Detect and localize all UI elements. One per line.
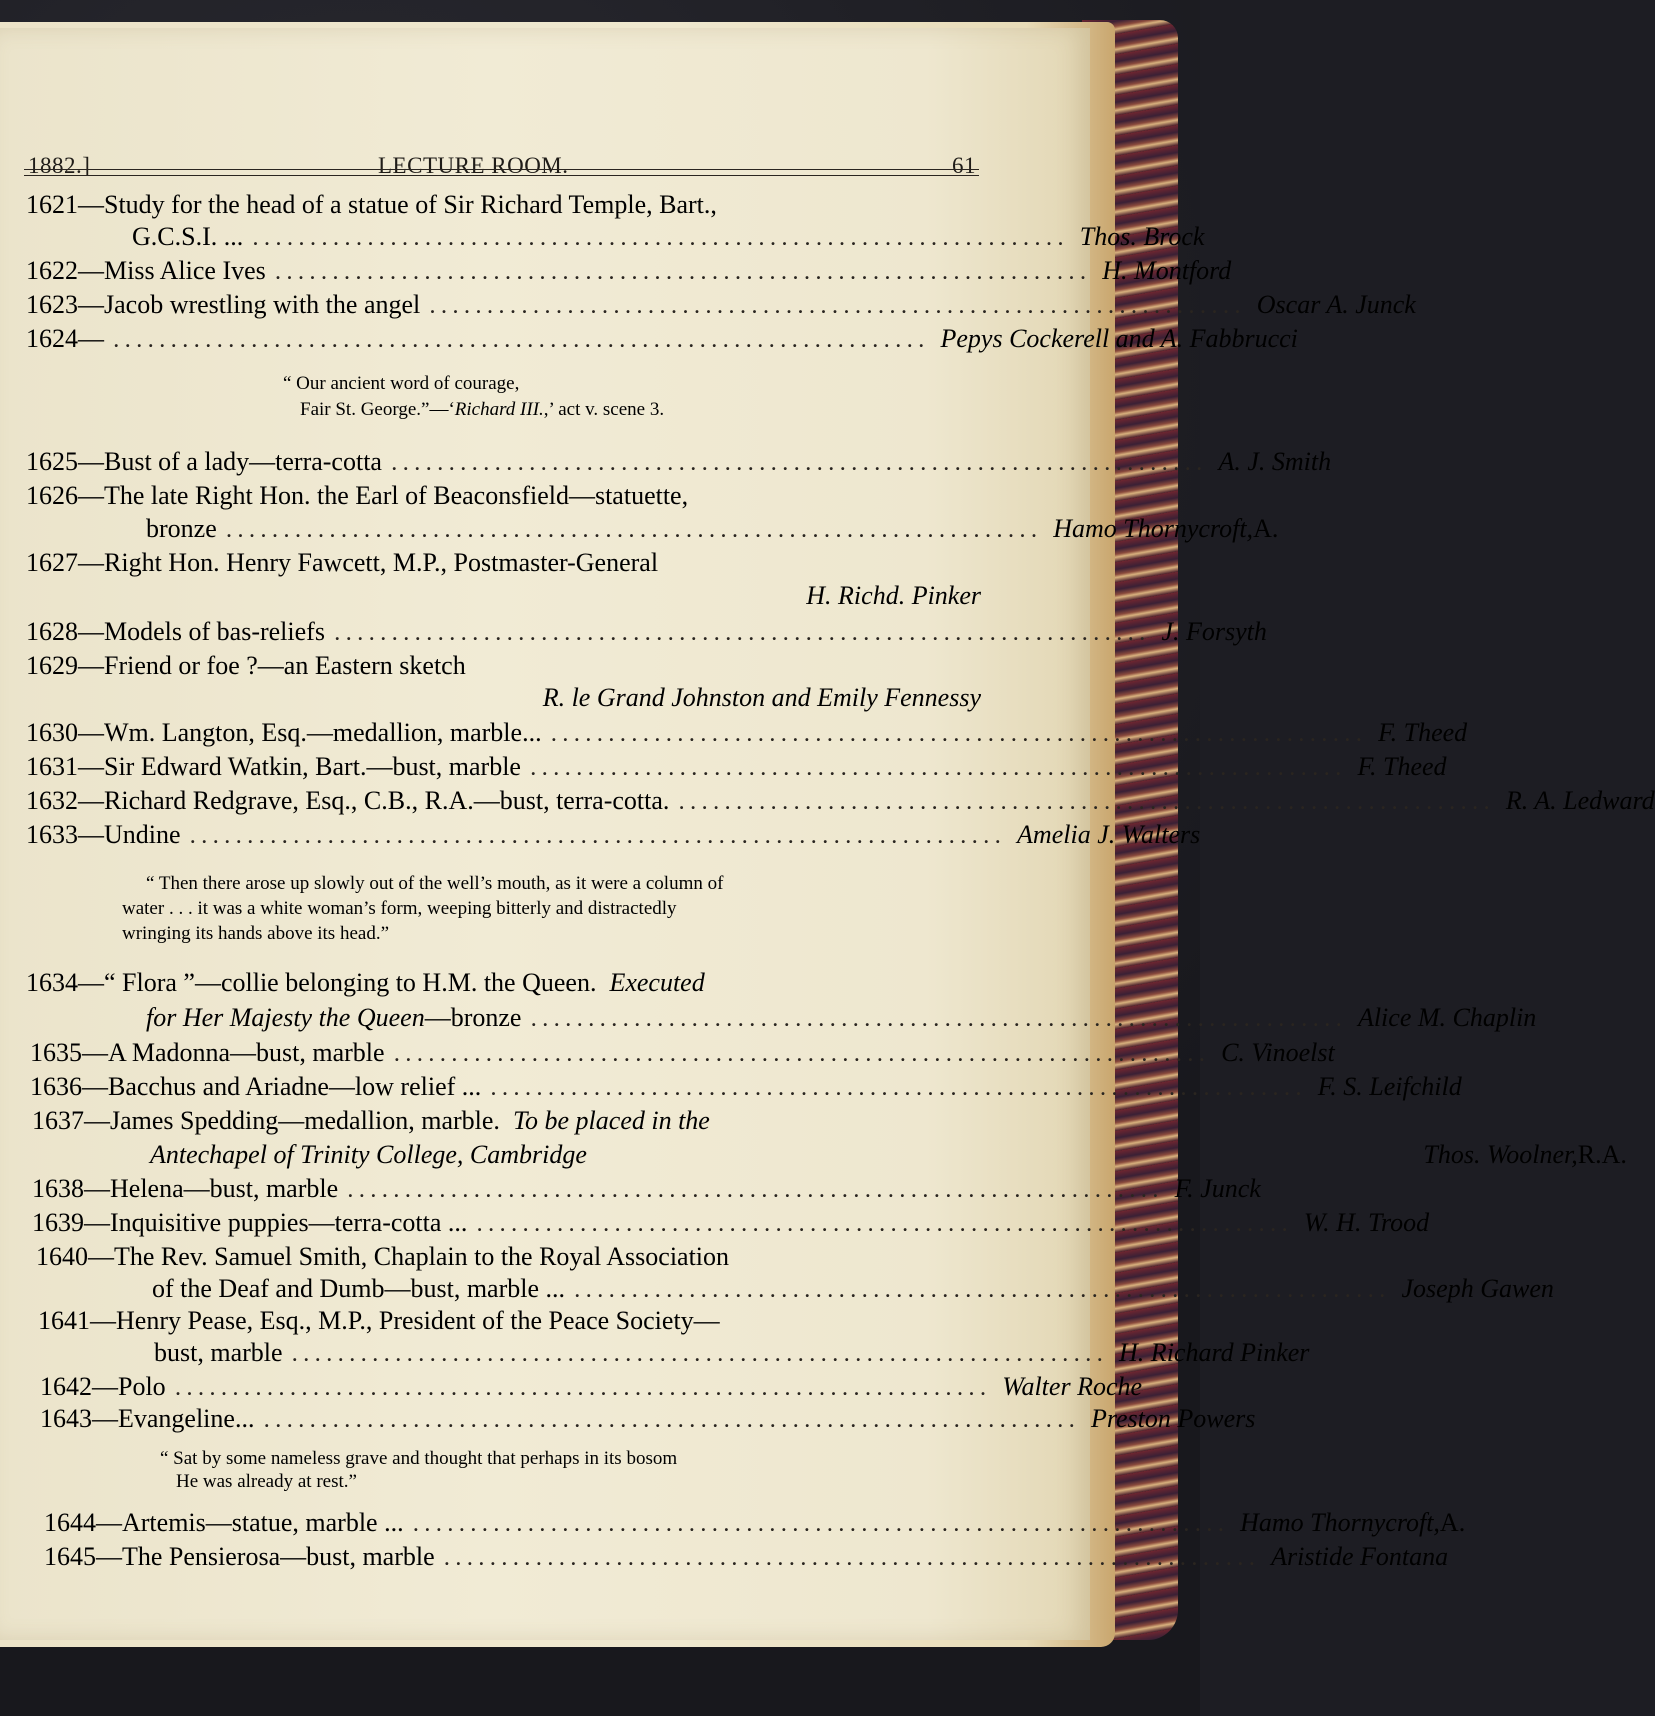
artist-1631: F. Theed [1357, 752, 1447, 781]
artist-1629: R. le Grand Johnston and Emily Fennessy [542, 683, 981, 712]
quote-1624-line1: “ Our ancient word of courage, [283, 373, 520, 394]
header-rule-thin [24, 175, 979, 176]
artist-1644: Hamo Thornycroft, [1240, 1508, 1440, 1537]
artist-1640: Joseph Gawen [1401, 1274, 1554, 1303]
running-head-title: LECTURE ROOM. [378, 153, 569, 178]
entry-1641-line2: bust, marble ....................................................................... H. Richard Pinker [154, 1338, 1310, 1367]
entry-1642: 1642—Polo ....................................................................... Walter Roche [40, 1372, 1143, 1401]
running-head-year: 1882.] [28, 153, 91, 178]
artist-1645: Aristide Fontana [1271, 1542, 1449, 1571]
entry-1637-line2: Antechapel of Trinity College, Cambridge Thos. Woolner, R.A. [150, 1140, 1627, 1169]
artist-1623: Oscar A. Junck [1256, 290, 1416, 319]
artist-1641: H. Richard Pinker [1119, 1338, 1310, 1367]
artist-1627: H. Richd. Pinker [806, 581, 981, 610]
entry-1626-line2: bronze ....................................................................... Hamo Thornycroft, A. [146, 514, 1279, 543]
entry-1626-line1: 1626—The late Right Hon. the Earl of Beaconsfield—statuette, [26, 481, 689, 510]
quote-1633-line3: wringing its hands above its head.” [122, 923, 390, 944]
entry-1640-line2: of the Deaf and Dumb—bust, marble ... ....................................................................... Joseph Gawen [152, 1274, 1554, 1303]
entry-1628: 1628—Models of bas-reliefs ....................................................................... J. Forsyth [26, 617, 1267, 646]
artist-1634: Alice M. Chaplin [1357, 1003, 1537, 1032]
entry-1643: 1643—Evangeline... ....................................................................... Preston Powers [40, 1404, 1256, 1433]
quote-1633-line1: “ Then there arose up slowly out of the well’s mouth, as it were a column of [146, 873, 724, 894]
artist-1635: C. Vinoelst [1221, 1038, 1335, 1067]
quote-1624-line2: Fair St. George.”—‘Richard III.,’ act v. scene 3. [300, 399, 665, 420]
entry-1621-line1: 1621—Study for the head of a statue of Sir Richard Temple, Bart., [26, 190, 717, 219]
artist-1626: Hamo Thornycroft, [1053, 514, 1254, 543]
artist-1625: A. J. Smith [1218, 447, 1332, 476]
artist-1632: R. A. Ledward [1505, 786, 1655, 815]
entry-1629-line1: 1629—Friend or foe ?—an Eastern sketch [26, 651, 466, 680]
quote-1633-line2: water . . . it was a white woman’s form, weeping bitterly and distractedly [122, 898, 677, 919]
entry-1638: 1638—Helena—bust, marble ....................................................................... F. Junck [32, 1174, 1261, 1203]
entry-1645: 1645—The Pensierosa—bust, marble ....................................................................... Aristide Fontana [44, 1542, 1449, 1571]
entry-1623: 1623—Jacob wrestling with the angel ....................................................................... Oscar A. Junck [26, 290, 1416, 319]
artist-1624: Pepys Cockerell and A. Fabbrucci [940, 324, 1298, 353]
entry-1634-line1: 1634—“ Flora ”—collie belonging to H.M. the Queen. Executed [26, 968, 705, 997]
artist-1622: H. Montford [1102, 256, 1232, 285]
artist-1621: Thos. Brock [1079, 222, 1205, 251]
quote-1643-line1: “ Sat by some nameless grave and thought that perhaps in its bosom [160, 1448, 678, 1469]
entry-1637-line1: 1637—James Spedding—medallion, marble. To be placed in the [32, 1106, 710, 1135]
entry-1631: 1631—Sir Edward Watkin, Bart.—bust, marble ....................................................................... F. Theed [26, 752, 1447, 781]
entry-1635: 1635—A Madonna—bust, marble ....................................................................... C. Vinoelst [30, 1038, 1335, 1067]
entry-1640-line1: 1640—The Rev. Samuel Smith, Chaplain to the Royal Association [36, 1242, 730, 1271]
header-rule [24, 169, 979, 170]
page-number: 61 [952, 153, 976, 178]
entry-1641-line1: 1641—Henry Pease, Esq., M.P., President of the Peace Society— [38, 1306, 720, 1335]
entry-1632: 1632—Richard Redgrave, Esq., C.B., R.A.—bust, terra-cotta. ....................................................................... R. A. Ledward [26, 786, 1655, 815]
artist-1633: Amelia J. Walters [1017, 820, 1201, 849]
entry-1621-line2: G.C.S.I. ... ....................................................................... Thos. Brock [132, 222, 1205, 251]
entry-1627-line1: 1627—Right Hon. Henry Fawcett, M.P., Postmaster-General [26, 548, 659, 577]
quote-1643-line2: He was already at rest.” [176, 1471, 357, 1492]
artist-1630: F. Theed [1378, 718, 1468, 747]
artist-1643: Preston Powers [1090, 1404, 1256, 1433]
entry-1627-line2 [26, 581, 981, 611]
artist-1628: J. Forsyth [1161, 617, 1267, 646]
entry-1624: 1624— ....................................................................... Pepys Cockerell and A. Fabbrucci [26, 324, 1298, 353]
entry-1625: 1625—Bust of a lady—terra-cotta ....................................................................... A. J. Smith [26, 447, 1332, 476]
entry-1633: 1633—Undine ....................................................................... Amelia J. Walters [26, 820, 1201, 849]
artist-1639: W. H. Trood [1303, 1208, 1430, 1237]
artist-1636: F. S. Leifchild [1317, 1072, 1462, 1101]
entry-1634-line2: for Her Majesty the Queen—bronze ....................................................................... Alice M. Chaplin [146, 1003, 1537, 1032]
entry-1630: 1630—Wm. Langton, Esq.—medallion, marble... ....................................................................... F. Theed [26, 718, 1468, 747]
entry-1639: 1639—Inquisitive puppies—terra-cotta ... ....................................................................... W. H. Trood [32, 1208, 1430, 1237]
entry-1644: 1644—Artemis—statue, marble ... ....................................................................... Hamo Thornycroft, A. [44, 1508, 1466, 1537]
artist-1638: F. Junck [1174, 1174, 1261, 1203]
artist-1637: Thos. Woolner, [1423, 1140, 1578, 1169]
entry-1629-line2 [26, 683, 981, 713]
entry-1622: 1622—Miss Alice Ives ....................................................................... H. Montford [26, 256, 1232, 285]
artist-1642: Walter Roche [1002, 1372, 1143, 1401]
entry-1636: 1636—Bacchus and Ariadne—low relief ... ....................................................................... F. S. Leifchild [30, 1072, 1462, 1101]
